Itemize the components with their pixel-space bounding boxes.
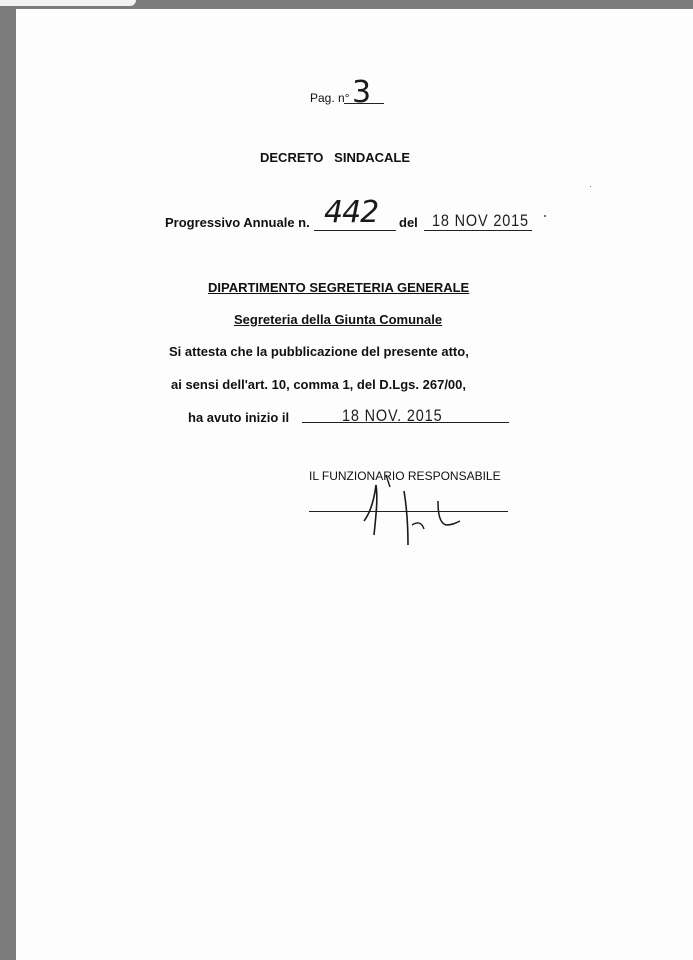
- page-number-underline: [344, 103, 384, 104]
- publication-date-underline: [302, 422, 509, 423]
- progressivo-date-underline: [424, 230, 532, 231]
- page-number-handwritten: 3: [352, 75, 373, 110]
- progressivo-label: Progressivo Annuale n.: [165, 215, 310, 230]
- document-title: DECRETO SINDACALE: [260, 150, 410, 165]
- signature-title: IL FUNZIONARIO RESPONSABILE: [309, 469, 501, 483]
- department-heading: DIPARTIMENTO SEGRETERIA GENERALE: [208, 280, 470, 295]
- page-number-label: Pag. n°: [310, 91, 350, 105]
- handwritten-signature: [346, 471, 476, 551]
- progressivo-number-handwritten: 442: [324, 195, 379, 230]
- speck: [590, 186, 591, 187]
- attestation-line-3-label: ha avuto inizio il: [188, 410, 290, 425]
- speck: [544, 215, 546, 217]
- progressivo-number-underline: [314, 230, 396, 231]
- viewer-top-tab: [0, 0, 136, 6]
- progressivo-date-stamp: 18 NOV 2015: [432, 211, 529, 230]
- attestation-line-1: Si attesta che la pubblicazione del presente atto,: [169, 344, 469, 359]
- attestation-line-2: ai sensi dell'art. 10, comma 1, del D.Lgs. 267/00,: [171, 377, 467, 392]
- publication-date-stamp: 18 NOV. 2015: [342, 406, 443, 425]
- del-label: del: [399, 215, 418, 230]
- document-page: [16, 9, 693, 960]
- office-heading: Segreteria della Giunta Comunale: [234, 312, 443, 327]
